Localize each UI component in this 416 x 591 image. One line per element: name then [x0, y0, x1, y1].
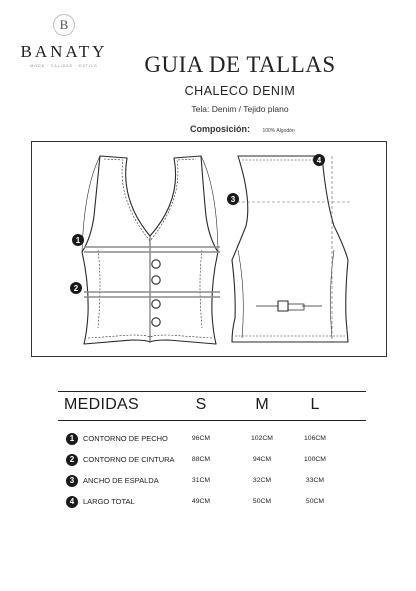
composition-value: 100% Algodón: [262, 128, 295, 134]
size-table-header: [58, 391, 366, 421]
front-dart-left: [98, 250, 100, 328]
front-armhole-right: [201, 156, 218, 252]
button: [152, 318, 160, 326]
fabric-info: Tela: Denim / Tejido plano: [191, 104, 289, 114]
button: [152, 276, 160, 284]
size-s-heading: S: [195, 396, 207, 413]
marker-2: 2: [73, 284, 79, 293]
brand-name: BANATY: [20, 42, 108, 61]
table-row: [58, 493, 366, 514]
brand-monogram: B: [53, 14, 75, 36]
size-l-heading: L: [310, 396, 320, 413]
value-l: 50CM: [305, 498, 325, 505]
table-row: [58, 451, 366, 472]
back-seam-left: [238, 250, 243, 338]
value-s: 31CM: [191, 477, 211, 484]
marker-3: 3: [230, 195, 236, 204]
front-neckline-stitch: [104, 159, 196, 241]
front-dart-right: [200, 250, 202, 328]
brand-logo: [14, 14, 114, 68]
measure-label: LARGO TOTAL: [83, 497, 135, 506]
value-l: 106CM: [304, 435, 326, 442]
row-number-badge: 1: [66, 433, 78, 445]
measure-label: CONTORNO DE PECHO: [83, 434, 168, 443]
composition-label: Composición:: [190, 124, 250, 134]
marker-1: 1: [75, 236, 81, 245]
table-row: [58, 472, 366, 493]
row-number-badge: 3: [66, 475, 78, 487]
belt-strap: [288, 304, 304, 310]
value-m: 102CM: [251, 435, 273, 442]
value-l: 100CM: [304, 456, 326, 463]
value-m: 50CM: [252, 498, 272, 505]
front-armhole-left: [82, 156, 100, 252]
value-l: 33CM: [305, 477, 325, 484]
table-row: [58, 430, 366, 451]
measure-label: CONTORNO DE CINTURA: [83, 455, 175, 464]
marker-4: 4: [316, 156, 322, 165]
button: [152, 260, 160, 268]
measure-label: ANCHO DE ESPALDA: [83, 476, 159, 485]
garment-diagram: [31, 141, 387, 357]
value-s: 88CM: [191, 456, 211, 463]
value-m: 94CM: [252, 456, 272, 463]
brand-tagline: MODA · CALIDAD · ESTILO: [30, 64, 98, 68]
size-table: [58, 391, 366, 514]
vest-illustration: [32, 142, 388, 358]
value-s: 96CM: [191, 435, 211, 442]
product-name: CHALECO DENIM: [184, 84, 296, 98]
size-m-heading: M: [255, 396, 269, 413]
measures-heading: MEDIDAS: [64, 396, 139, 413]
buckle-icon: [278, 301, 288, 311]
page-title: GUIA DE TALLAS: [144, 52, 336, 77]
row-number-badge: 4: [66, 496, 78, 508]
value-s: 49CM: [191, 498, 211, 505]
button: [152, 300, 160, 308]
composition-info: [190, 119, 295, 137]
row-number-badge: 2: [66, 454, 78, 466]
value-m: 32CM: [252, 477, 272, 484]
